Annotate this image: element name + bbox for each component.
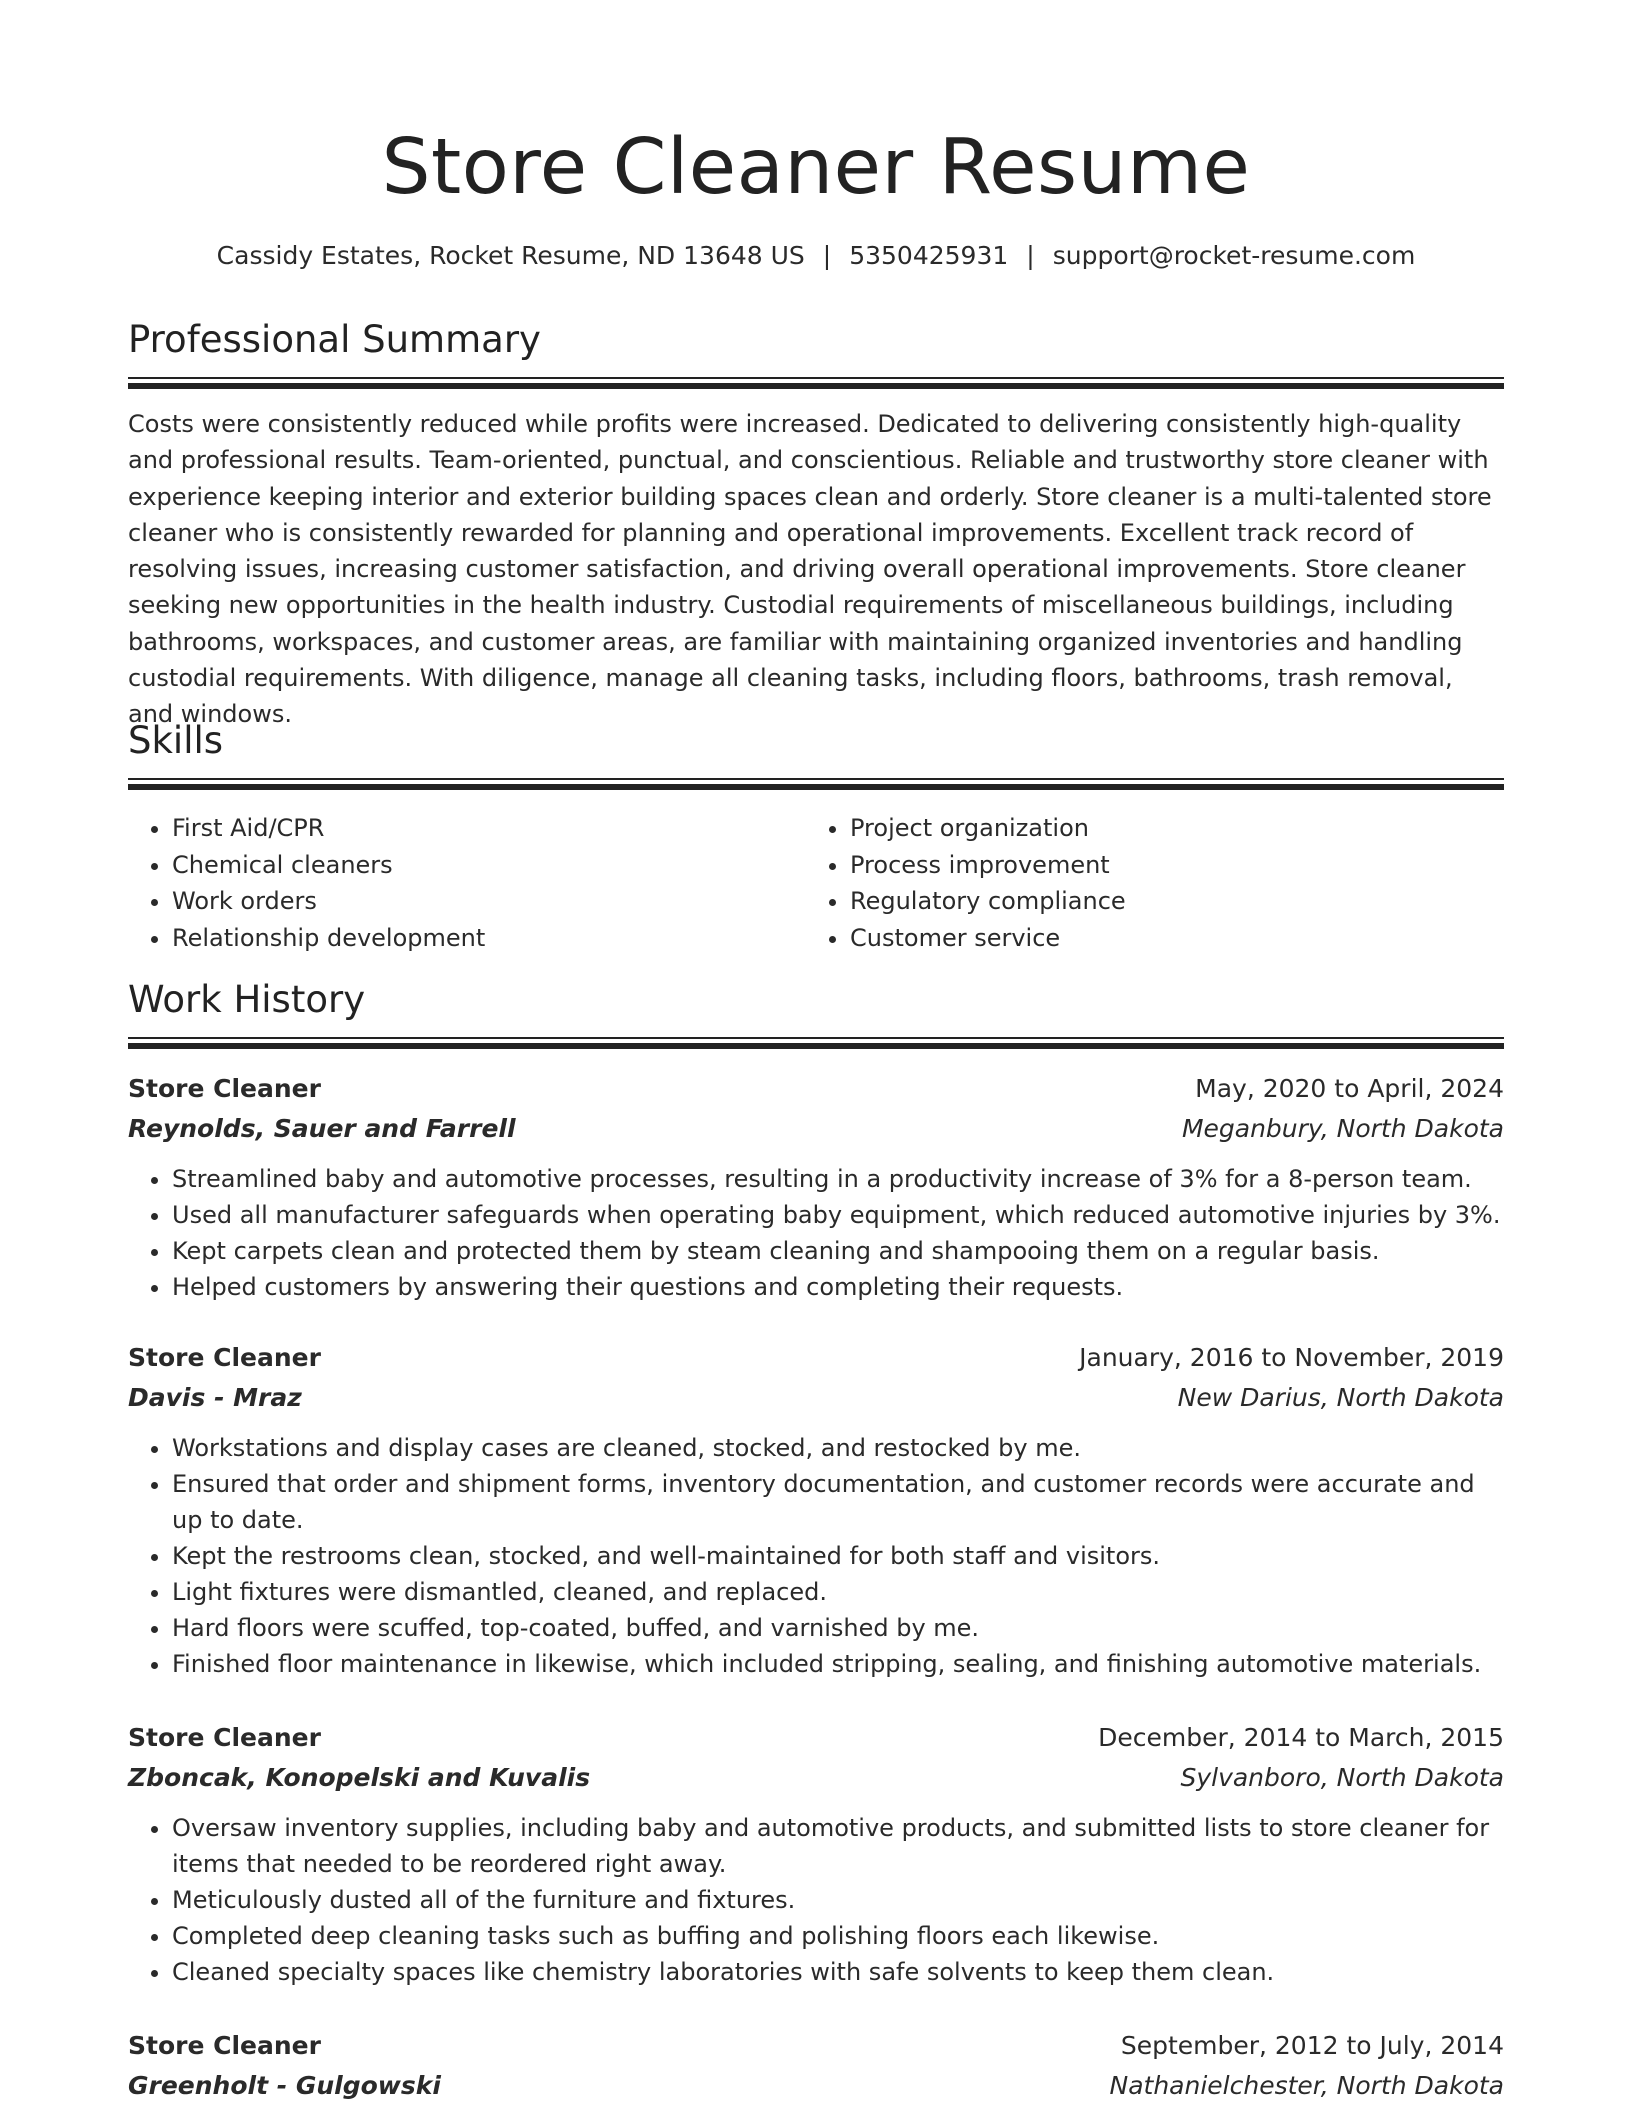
job-bullet: • Cleaned specialty spaces like chemistry laboratories with safe solvents to keep them clean.	[172, 1954, 1504, 1990]
job-entry	[128, 1069, 1504, 1305]
skill-item: • Regulatory compliance	[850, 883, 1484, 920]
skills-heading: Skills	[128, 719, 224, 762]
job-bullet: • Ensured that order and shipment forms, inventory documentation, and customer records were accurate and up to date.	[172, 1466, 1504, 1538]
job-dates: May, 2020 to April, 2024	[1195, 1074, 1504, 1103]
job-bullet: • Light fixtures were dismantled, cleaned, and replaced.	[172, 1574, 1504, 1610]
section-divider	[128, 778, 1504, 790]
resume-title: Store Cleaner Resume	[381, 123, 1251, 212]
job-company: Greenholt - Gulgowski	[128, 2071, 441, 2100]
job-company: Zboncak, Konopelski and Kuvalis	[128, 1763, 591, 1792]
job-entry	[128, 2026, 1504, 2106]
job-dates: January, 2016 to November, 2019	[1079, 1343, 1504, 1372]
job-bullet: • Hard floors were scuffed, top-coated, buffed, and varnished by me.	[172, 1610, 1504, 1646]
contact-separator: |	[1026, 241, 1035, 270]
work-heading: Work History	[128, 978, 366, 1021]
skills-list	[128, 810, 1504, 956]
job-bullet: • Completed deep cleaning tasks such as buffing and polishing floors each likewise.	[172, 1918, 1504, 1954]
job-location: Nathanielchester, North Dakota	[1109, 2071, 1504, 2100]
skill-item: • Project organization	[850, 810, 1484, 847]
job-bullet: • Helped customers by answering their questions and completing their requests.	[172, 1269, 1504, 1305]
job-company: Davis - Mraz	[128, 1383, 302, 1412]
skill-item: • Process improvement	[850, 847, 1484, 884]
job-title: Store Cleaner	[128, 1074, 321, 1103]
contact-separator: |	[822, 241, 832, 270]
job-bullet: • Streamlined baby and automotive processes, resulting in a productivity increase of 3% for a 8-person team.	[172, 1161, 1504, 1197]
job-title: Store Cleaner	[128, 1723, 321, 1752]
job-bullet: • Kept the restrooms clean, stocked, and well-maintained for both staff and visitors.	[172, 1538, 1504, 1574]
section-divider	[128, 377, 1504, 389]
summary-text: Costs were consistently reduced while profits were increased. Dedicated to delivering consistently high-quality and professional results. Team-oriented, punctual, and conscientious. Reliable and trustworthy store cleaner with experience keeping interior and exterior building spaces clean and orderly. Store cleaner is a multi-talented store cleaner who is consistently rewarded for planning and operational improvements. Excellent track record of resolving issues, increasing customer satisfaction, and driving overall operational improvements. Store cleaner seeking new opportunities in the health industry. Custodial requirements of miscellaneous buildings, including bathrooms, workspaces, and customer areas, are familiar with maintaining organized inventories and handling custodial requirements. With diligence, manage all cleaning tasks, including floors, bathrooms, trash removal, and windows.	[128, 410, 1492, 729]
job-bullet: • Workstations and display cases are cleaned, stocked, and restocked by me.	[172, 1430, 1504, 1466]
job-dates: December, 2014 to March, 2015	[1098, 1723, 1504, 1752]
job-bullets	[128, 1810, 1504, 1990]
job-entry	[128, 1338, 1504, 1682]
contact-line	[128, 238, 1504, 274]
skill-item: • Relationship development	[172, 920, 806, 957]
job-company: Reynolds, Sauer and Farrell	[128, 1114, 516, 1143]
summary-heading: Professional Summary	[128, 318, 541, 361]
job-bullet: • Oversaw inventory supplies, including baby and automotive products, and submitted lists to store cleaner for items that needed to be reordered right away.	[172, 1810, 1504, 1882]
contact-phone: 5350425931	[849, 241, 1009, 270]
job-dates: September, 2012 to July, 2014	[1120, 2031, 1504, 2060]
job-location: New Darius, North Dakota	[1177, 1383, 1504, 1412]
job-title: Store Cleaner	[128, 1343, 321, 1372]
job-title: Store Cleaner	[128, 2031, 321, 2060]
contact-email: support@rocket-resume.com	[1052, 241, 1416, 270]
skill-item: • First Aid/CPR	[172, 810, 806, 847]
job-location: Sylvanboro, North Dakota	[1180, 1763, 1504, 1792]
skill-item: • Customer service	[850, 920, 1484, 957]
job-entry	[128, 1718, 1504, 1990]
job-bullets	[128, 1161, 1504, 1305]
job-bullet: • Finished floor maintenance in likewise, which included stripping, sealing, and finishing automotive materials.	[172, 1646, 1504, 1682]
job-bullets	[128, 1430, 1504, 1682]
job-bullet: • Used all manufacturer safeguards when operating baby equipment, which reduced automotive injuries by 3%.	[172, 1197, 1504, 1233]
skills-column-left	[128, 810, 806, 956]
job-location: Meganbury, North Dakota	[1181, 1114, 1504, 1143]
skills-column-right	[806, 810, 1484, 956]
contact-address: Cassidy Estates, Rocket Resume, ND 13648 US	[216, 241, 805, 270]
section-divider	[128, 1037, 1504, 1049]
job-bullet: • Meticulously dusted all of the furniture and fixtures.	[172, 1882, 1504, 1918]
skill-item: • Work orders	[172, 883, 806, 920]
job-bullet: • Kept carpets clean and protected them by steam cleaning and shampooing them on a regular basis.	[172, 1233, 1504, 1269]
skill-item: • Chemical cleaners	[172, 847, 806, 884]
